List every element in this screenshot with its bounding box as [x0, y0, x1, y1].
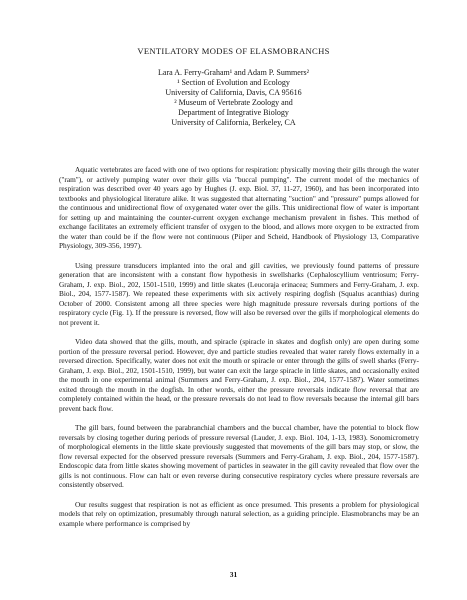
- article-body: [59, 165, 419, 538]
- page-number: 31: [229, 570, 238, 579]
- article-title: VENTILATORY MODES OF ELASMOBRANCHS: [137, 46, 330, 56]
- author-block: [0, 68, 467, 128]
- author-names: Lara A. Ferry-Graham¹ and Adam P. Summers²: [158, 68, 309, 77]
- body-paragraph: Our results suggest that respiration is not as efficient as once presumed. This presents a problem for physiological models that rely on optimization, presumably through natural selection, as a guiding principle. Elasmobranchs may be an example where performance is comprised by: [59, 499, 419, 528]
- affiliation-line: ¹ Section of Evolution and Ecology: [177, 78, 290, 87]
- body-paragraph: The gill bars, found between the parabranchial chambers and the buccal chamber, have the potential to block flow reversals by closing together during periods of pressure reversal (Lauder, J. exp. Biol. 104, 1-13, 1983). Sonomicrometry of morphological elements in the little skate previously suggested that movements of the gill bars may stop, or slow, the flow reversal expected for the observed pressure reversals (Summers and Ferry-Graham, J. exp. Biol., 204, 1577-1587). Endoscopic data from little skates showing movement of particles in seawater in the gill cavity revealed that flow over the gills is not continuous. Flow can halt or even reverse during consecutive respiratory cycles where pressure reversals are consistently observed.: [59, 423, 419, 489]
- affiliation-line: University of California, Berkeley, CA: [171, 118, 296, 127]
- body-paragraph: Aquatic vertebrates are faced with one of two options for respiration: physically moving their gills through the water ("ram"), or actively pumping water over their gills via "buccal pumping". The current model of the mechanics of respiration was described over 40 years ago by Hughes (J. exp. Biol. 37, 11-27, 1960), and has been incorporated into textbooks and physiological literature alike. It was suggested that alternating "suction" and "pressure" pumps allowed for the continuous and unidirectional flow of oxygenated water over the gills. This unidirectional flow of water is important for setting up and maintaining the counter-current oxygen exchange mechanism prevalent in fishes. This method of exchange facilitates an extremely efficient transfer of oxygen to the blood, and allows more oxygen to be extracted from the water than could be if the flow were not continuous (Piiper and Scheid, Handbook of Physiology 13, Comparative Physiology, 309-356, 1997).: [59, 165, 419, 250]
- affiliation-line: University of California, Davis, CA 95616: [165, 88, 302, 97]
- affiliation-line: ² Museum of Vertebrate Zoology and: [174, 98, 293, 107]
- body-paragraph: Video data showed that the gills, mouth, and spiracle (spiracle in skates and dogfish only) are open during some portion of the pressure reversal period. However, dye and particle studies revealed that water rarely flows externally in a reversed direction. Specifically, water does not exit the mouth or spiracle or enter through the gills of swell sharks (Ferry-Graham, J. exp. Biol., 202, 1501-1510, 1999), but water can exit the large spiracle in little skates, and occasionally exited the mouth in one experimental animal (Summers and Ferry-Graham, J. exp. Biol., 204, 1577-1587). Water sometimes exited through the mouth in the dogfish. In other words, either the pressure reversals indicate flow reversal that are completely contained within the head, or the pressure reversals do not lead to flow reversals because the internal gill bars prevent back flow.: [59, 337, 419, 413]
- body-paragraph: Using pressure transducers implanted into the oral and gill cavities, we previously found patterns of pressure generation that are inconsistent with a constant flow hypothesis in swellsharks (Cephaloscyllium ventriosum; Ferry-Graham, J. exp. Biol., 202, 1501-1510, 1999) and little skates (Leucoraja erinacea; Summers and Ferry-Graham, J. exp. Biol., 204, 1577-1587). We repeated these experiments with six actively respiring dogfish (Squalus acanthias) during October of 2000. Consistent among all three species were high magnitude pressure reversals during portions of the respiratory cycle (Fig. 1). If the pressure is reversed, flow will also be reversed over the gills if morphological elements do not prevent it.: [59, 260, 419, 327]
- affiliation-line: Department of Integrative Biology: [178, 108, 289, 117]
